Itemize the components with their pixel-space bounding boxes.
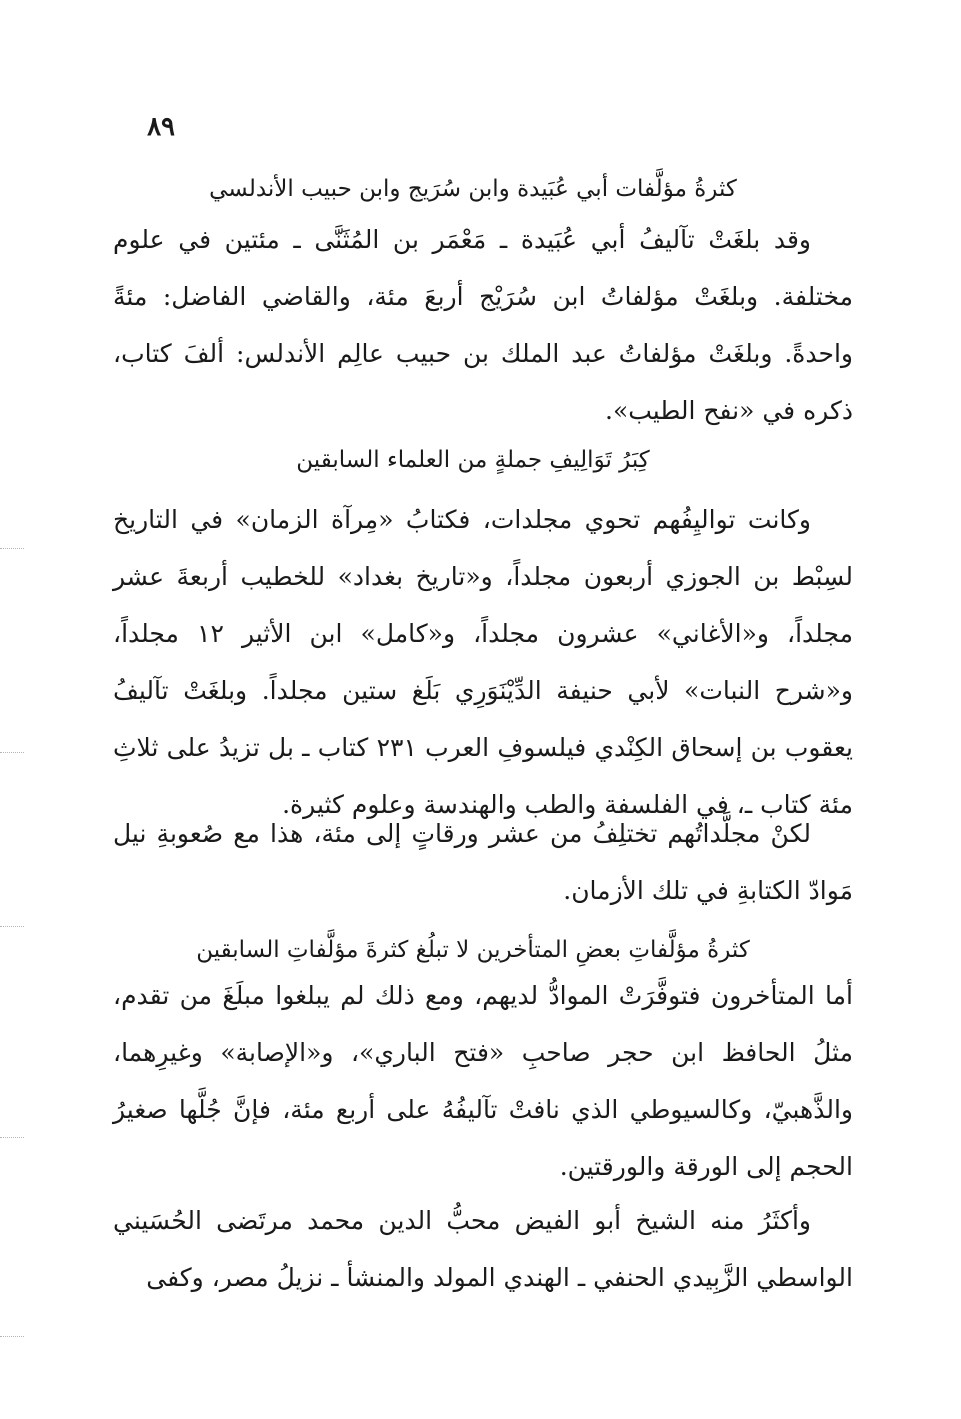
scan-edge-mark	[0, 926, 24, 927]
section-heading-2: كِبَرُ تَوَالِيفِ جملةٍ من العلماء السابقين	[296, 447, 650, 473]
paragraph-2-1	[113, 491, 853, 833]
paragraph-3-1	[113, 967, 853, 1195]
page-number: ٨٩	[147, 112, 175, 142]
paragraph-text: وكانت تواليِفُهم تحوي مجلدات، فكتابُ «مِرآة الزمان» في التاريخ لسِبْط بن الجوزي أربعون مجلداً، و«تاريخ بغداد» للخطيب أربعةَ عشر مجلداً، و«الأغاني» عشرون مجلداً، و«كامل» ابن الأثير ١٢ مجلداً، و«شرح النبات» لأبي حنيفة الدِّيْنَوَرِي بَلَغ ستين مجلداً. وبلغَتْ تآليفُ يعقوب بن إسحاق الكِنْدي فيلسوفِ العرب ٢٣١ كتاب ـ بل تزيدُ على ثلاثِ مئة كتاب ـ، في الفلسفة والطب والهندسة وعلوم كثيرة.	[113, 505, 853, 819]
scan-edge-mark	[0, 548, 24, 549]
scan-edge-mark	[0, 752, 24, 753]
paragraph-text: لكنْ مجلَّداتُهم تختلِفُ من عشر ورقاتٍ إلى مئة، هذا مع صُعوبةِ نيل مَوادّ الكتابةِ في تلك الأزمان.	[113, 819, 853, 905]
paragraph-1-1	[113, 211, 853, 439]
paragraph-text: وأكثَرُ منه الشيخ أبو الفيض محبُّ الدين محمد مرتَضى الحُسَيني الواسطي الزَّبِيدي الحنفي ـ الهندي المولد والمنشأ ـ نزيلُ مصر، وكفى	[113, 1206, 853, 1292]
paragraph-2-2	[113, 805, 853, 919]
section-heading-3: كثرةُ مؤلَّفاتِ بعضِ المتأخرين لا تبلُغ كثرةَ مؤلَّفاتِ السابقين	[196, 937, 750, 963]
paragraph-3-2	[113, 1192, 853, 1306]
scan-edge-mark	[0, 1137, 24, 1138]
section-heading-1: كثرةُ مؤلَّفات أبي عُبَيدة وابن سُرَيج وابن حبيب الأندلسي	[209, 176, 737, 202]
paragraph-text: أما المتأخرون فتوفَّرَتْ الموادُّ لديهم، ومع ذلك لم يبلغوا مبلَغَ من تقدم، مثلُ الحافظ ابن حجر صاحبِ «فتح الباري»، و«الإصابة» وغيرِهما، والذَّهبيّ، وكالسيوطي الذي نافتْ تآليفُهُ على أربع مئة، فإنَّ جُلَّها صغيرُ الحجم إلى الورقة والورقتين.	[113, 981, 853, 1181]
scan-edge-mark	[0, 1336, 24, 1337]
paragraph-text: وقد بلغَتْ تآليفُ أبي عُبَيدة ـ مَعْمَر بن المُثَنَّى ـ مئتين في علوم مختلفة. وبلغَتْ مؤلفاتُ ابن سُرَيْج أربعَ مئة، والقاضي الفاضل: مئةً واحدةً. وبلغَتْ مؤلفاتُ عبد الملك بن حبيب عالِم الأندلس: ألفَ كتاب، ذكره في «نفح الطيب».	[113, 225, 853, 425]
